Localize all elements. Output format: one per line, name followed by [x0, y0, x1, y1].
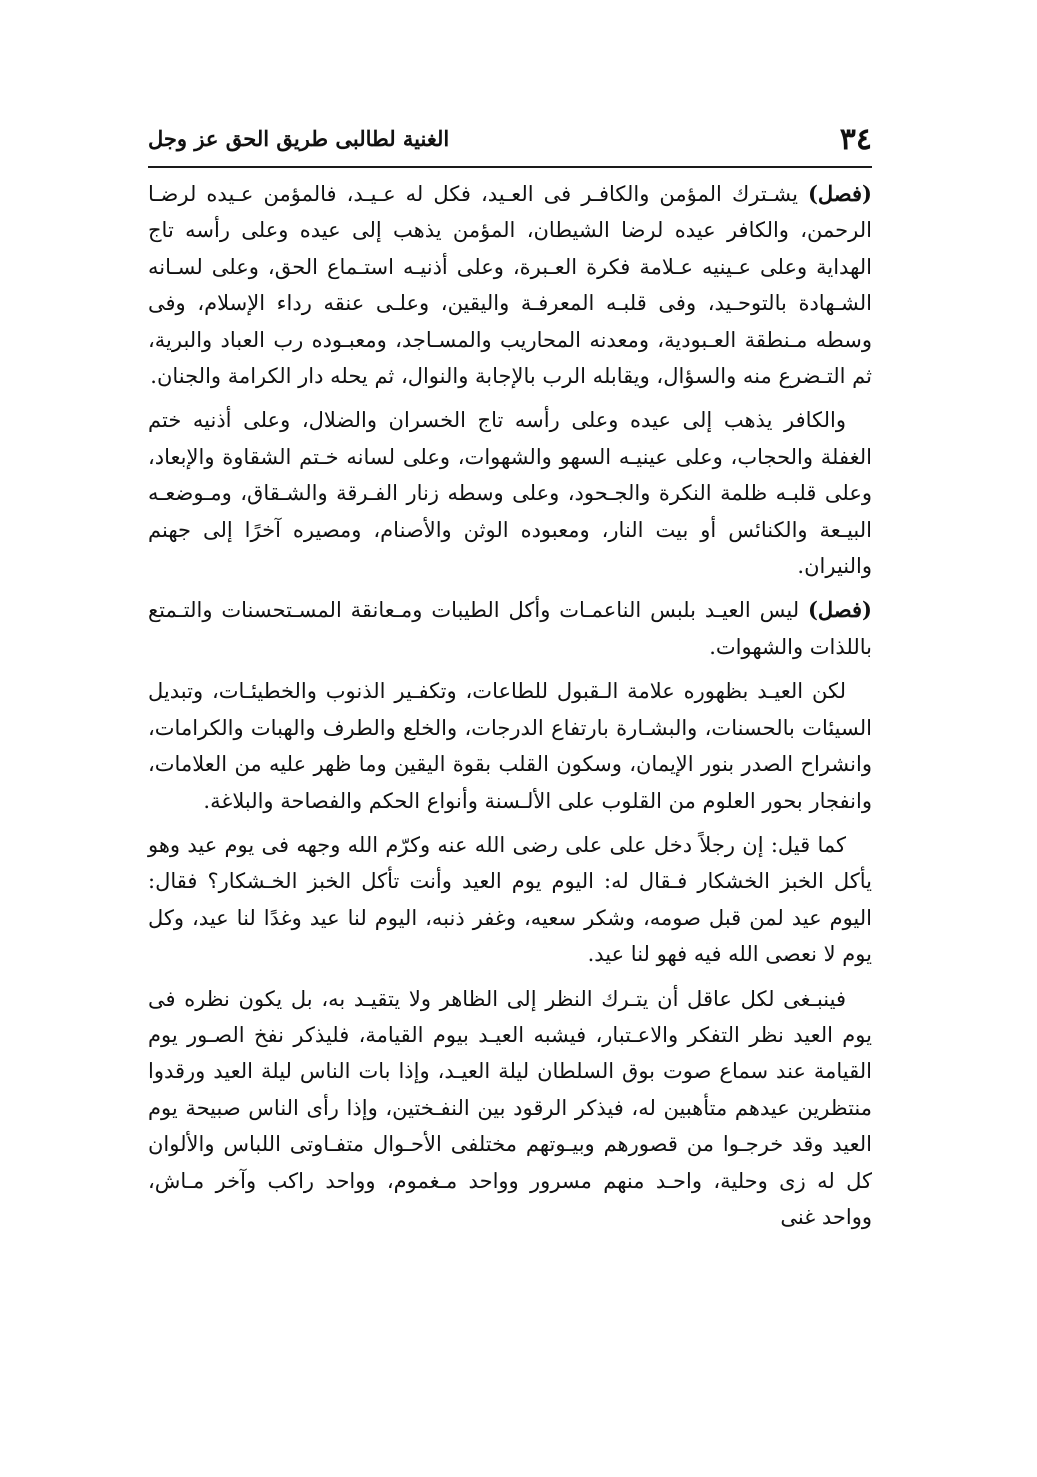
paragraph-text: لكن العيـد بظهوره علامة الـقبول للطاعات، وتكفـير الذنوب والخطيئـات، وتبديل السيئات بالحسنات، والبشـارة بارتفاع الدرجات، والخلع والطرف والهبات والكرامات، وانشراح الصدر بنور الإيمان، وسكون القلب بقوة اليقين وما ظهر عليه من العلامات، وانفجار بحور العلوم من القلوب على الألـسنة وأنواع الحكم والفصاحة والبلاغة.	[148, 679, 872, 813]
page-header	[148, 118, 872, 162]
paragraph-1	[148, 176, 872, 394]
paragraph-5	[148, 827, 872, 973]
paragraph-3	[148, 592, 872, 665]
paragraph-6	[148, 981, 872, 1236]
page-body	[148, 176, 872, 1243]
running-title: الغنية لطالبى طريق الحق عز وجل	[148, 126, 450, 151]
paragraph-4	[148, 673, 872, 819]
paragraph-text: يشـترك المؤمن والكافـر فى العـيد، فكل له عـيـد، فالمؤمن عـيده لرضـا الرحمن، والكافر عيده لرضا الشيطان، المؤمن يذهب إلى عيده وعلى رأسه تاج الهداية وعلى عـينيه عـلامة فكرة العـبرة، وعلى أذنيـه استـماع الحق، وعلى لسـانه الشـهادة بالتوحـيد، وفى قلبـه المعرفـة واليقين، وعلـى عنقه رداء الإسلام، وفى وسطه مـنطقة العـبودية، ومعدنه المحاريب والمسـاجد، ومعبـوده رب العباد والبرية، ثم التـضرع منه والسؤال، ويقابله الرب بالإجابة والنوال، ثم يحله دار الكرامة والجنان.	[148, 182, 872, 389]
paragraph-2	[148, 402, 872, 584]
page-number: ٣٤	[839, 122, 872, 157]
header-divider	[148, 166, 872, 168]
paragraph-text: ليس العيـد بلبس الناعمـات وأكل الطيبات ومـعانقة المسـتحسنات والتـمتع باللذات والشهوات.	[148, 598, 872, 659]
paragraph-text: والكافر يذهب إلى عيده وعلى رأسه تاج الخسران والضلال، وعلى أذنيه ختم الغفلة والحجاب، وعلى عينيـه السهو والشهوات، وعلى لسانه خـتم الشقاوة والإبعاد، وعلى قلبـه ظلمة النكرة والجـحود، وعلى وسطه زنار الفـرقة والشـقاق، ومـوضعـه البيـعة والكنائس أو بيت النار، ومعبوده الوثن والأصنام، ومصيره آخرًا إلى جهنم والنيران.	[148, 408, 872, 579]
section-label: (فصل)	[807, 597, 872, 623]
section-label: (فصل)	[807, 181, 872, 206]
paragraph-text: كما قيل: إن رجلاً دخل على على رضى الله عنه وكرّم الله وجهه فى يوم عيد وهو يأكل الخبز الخشكار فـقال له: اليوم يوم العيد وأنت تأكل الخبز الخـشكار؟ فقال: اليوم عيد لمن قبل صومه، وشكر سعيه، وغفر ذنبه، اليوم لنا عيد وغدًا لنا عيد، وكل يوم لا نعصى الله فيه فهو لنا عيد.	[148, 832, 872, 967]
paragraph-text: فينبـغى لكل عاقل أن يتـرك النظر إلى الظاهر ولا يتقيـد به، بل يكون نظره فى يوم العيد نظر التفكر والاعـتبار، فيشبه العيـد بيوم القيامة، فليذكر نفخ الصـور يوم القيامة عند سماع صوت بوق السلطان ليلة العيـد، وإذا بات الناس ليلة العيد ورقدوا منتظرين عيدهم متأهبين له، فيذكر الرقود بين النفـختين، وإذا رأى الناس صبيحة يوم العيد وقد خرجـوا من قصورهم وبيـوتهم مختلفى الأحـوال متفـاوتى اللباس والألوان كل له زى وحلية، واحـد منهم مسرور وواحد مـغموم، وواحد راكب وآخر مـاش، وواحد غنى	[148, 986, 872, 1229]
